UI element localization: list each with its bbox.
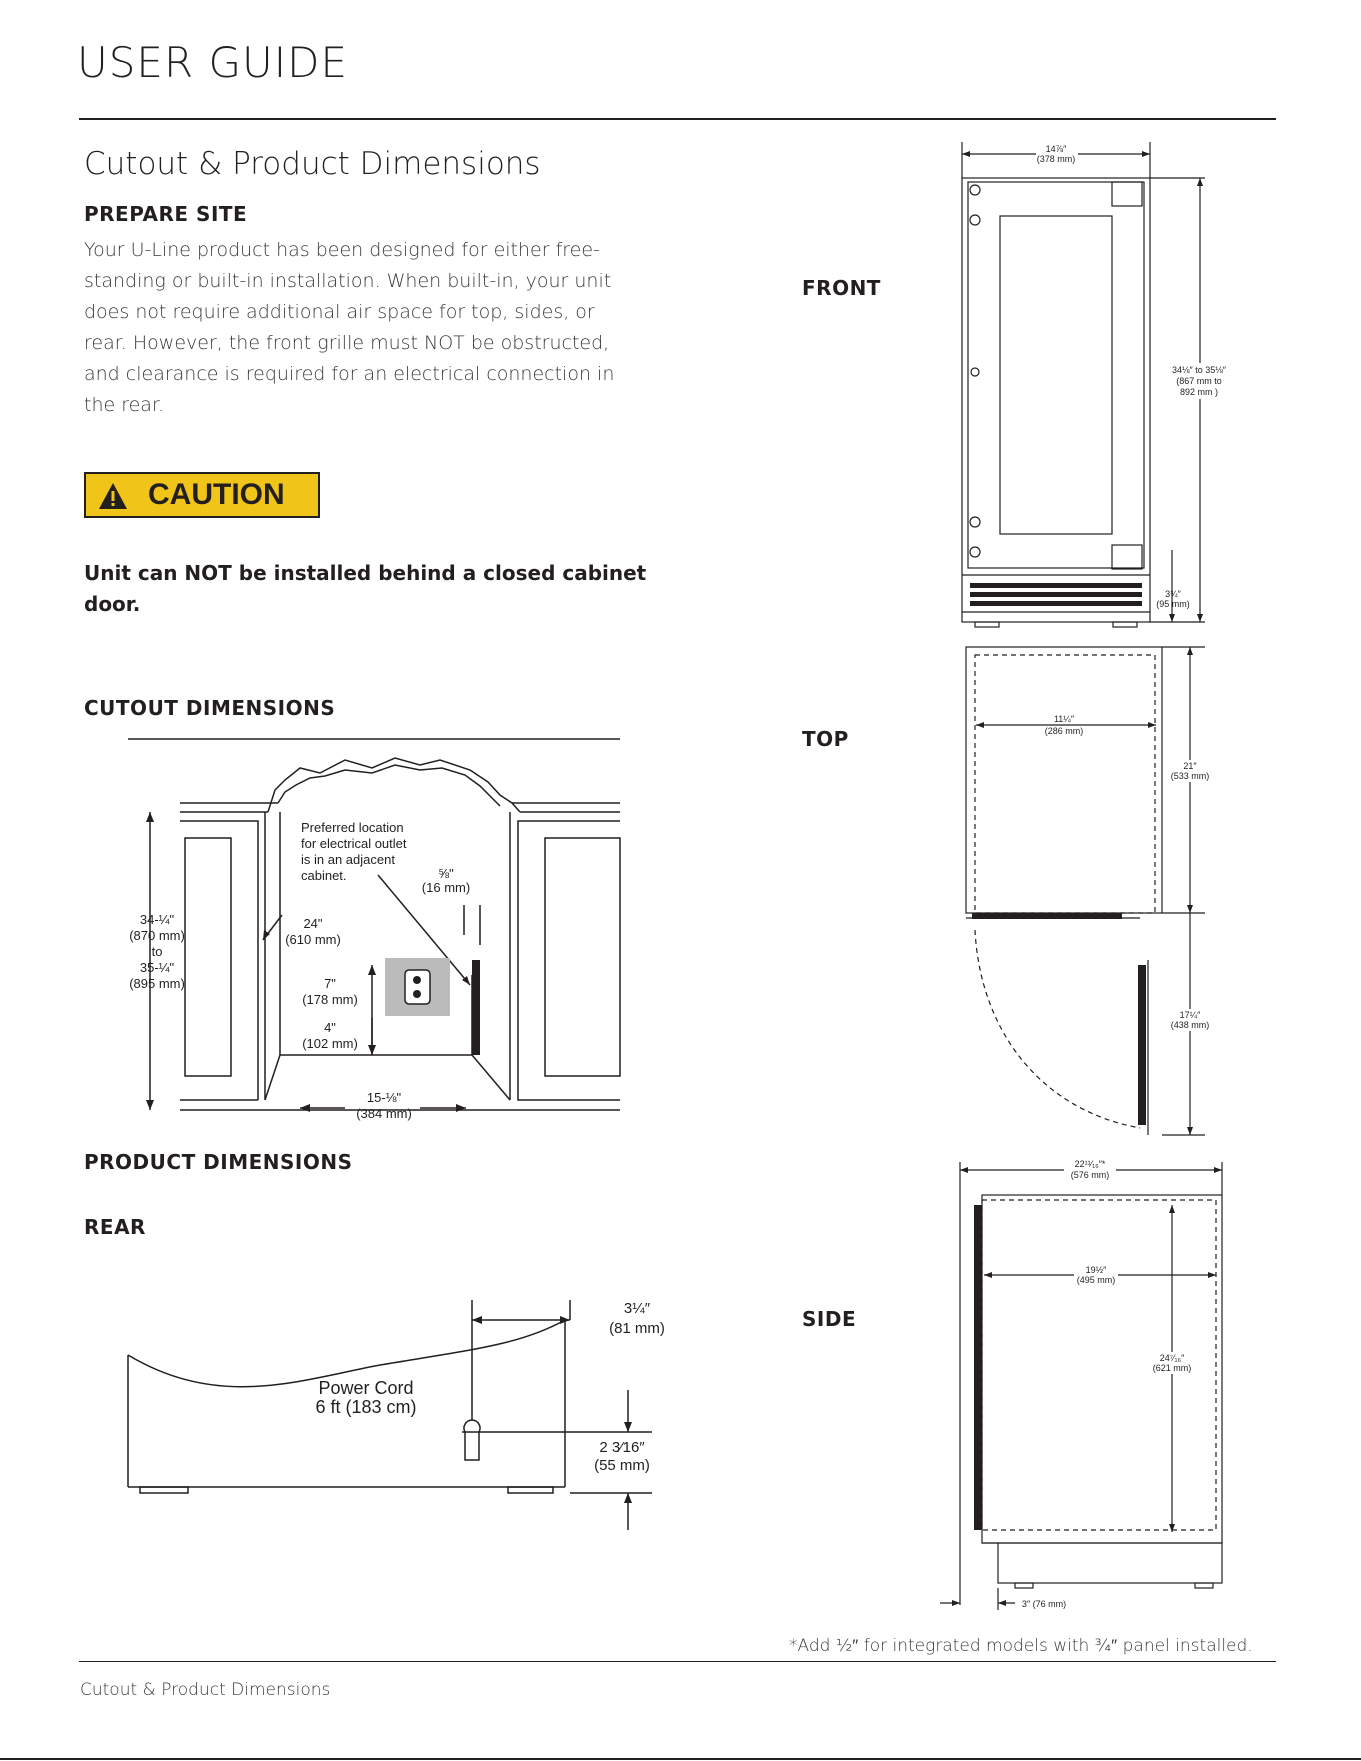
footer-divider xyxy=(79,1661,1276,1662)
cord-height-dim: 2 3⁄16″ xyxy=(599,1439,645,1456)
door-swing-dim-mm: (438 mm) xyxy=(1170,1020,1210,1030)
side-depth-dim: 22¹¹⁄₁₆″* xyxy=(1074,1159,1106,1169)
prepare-site-heading: PREPARE SITE xyxy=(84,202,248,226)
power-cord-length: 6 ft (183 cm) xyxy=(315,1397,417,1417)
footer-text: Cutout & Product Dimensions xyxy=(80,1680,331,1700)
height-dim-4: 35-¼" xyxy=(139,960,175,975)
outlet-note-line-3: is in an adjacent xyxy=(301,852,395,867)
top-heading: TOP xyxy=(802,727,849,751)
caution-warning-text: Unit can NOT be installed behind a closed cabinet door. xyxy=(84,561,647,616)
front-width-dim: 14⅞″ xyxy=(1045,144,1067,154)
side-height-dim: 24⁷⁄₁₆″ xyxy=(1159,1353,1185,1363)
height-dim-5: (895 mm) xyxy=(129,976,185,991)
side-heading: SIDE xyxy=(802,1307,857,1331)
front-width-dim-mm: (378 mm) xyxy=(1036,154,1076,164)
grille-height-dim-mm: (95 mm) xyxy=(1156,599,1190,609)
side-depth-dim-mm: (576 mm) xyxy=(1070,1170,1110,1180)
cutout-heading: CUTOUT DIMENSIONS xyxy=(84,696,336,720)
footnote: *Add ½″ for integrated models with ¾″ panel installed. xyxy=(789,1636,1253,1656)
rear-heading: REAR xyxy=(84,1215,146,1239)
outlet-note-line-2: for electrical outlet xyxy=(301,836,407,851)
width-dim: 15-⅛" xyxy=(366,1090,402,1105)
outlet-bottom-dim-mm: (102 mm) xyxy=(302,1036,358,1051)
page-header-title: USER GUIDE xyxy=(77,38,349,87)
page-bottom-rule xyxy=(0,1758,1361,1760)
cord-height-dim-mm: (55 mm) xyxy=(594,1457,650,1474)
prepare-site-paragraph: Your U-Line product has been designed for either free-standing or built-in installation. When built-in, your unit does not require additional air space for top, sides, or rear. However, the front grille must NOT be obstructed, and clearance is required for an electrical connection in the rear. xyxy=(84,239,615,416)
toe-kick-dim: 3″ (76 mm) xyxy=(1021,1599,1067,1609)
height-dim-1: 34-¼" xyxy=(139,912,175,927)
top-depth-dim: 21″ xyxy=(1183,761,1197,771)
height-dim-3: to xyxy=(151,944,163,959)
height-dim-2: (870 mm) xyxy=(129,928,185,943)
panel-dim: ⅝" xyxy=(438,866,454,881)
side-inner-depth-dim-mm: (495 mm) xyxy=(1076,1275,1116,1285)
rear-offset-dim: 3¼″ xyxy=(623,1300,651,1317)
power-cord-label: Power Cord xyxy=(318,1378,414,1398)
section-title: Cutout & Product Dimensions xyxy=(84,146,541,182)
rear-offset-dim-mm: (81 mm) xyxy=(609,1320,665,1337)
depth-dim: 24" xyxy=(303,916,323,931)
front-height-dim-mm: (867 mm to xyxy=(1176,376,1222,386)
product-dimensions-heading: PRODUCT DIMENSIONS xyxy=(84,1150,353,1174)
top-depth-dim-mm: (533 mm) xyxy=(1170,771,1210,781)
panel-dim-mm: (16 mm) xyxy=(421,880,471,895)
top-inner-width-dim-mm: (286 mm) xyxy=(1044,726,1084,736)
width-dim-mm: (384 mm) xyxy=(356,1106,412,1121)
side-inner-depth-dim: 19½″ xyxy=(1085,1265,1107,1275)
outlet-height-dim: 7" xyxy=(324,976,336,991)
front-heading: FRONT xyxy=(802,276,881,300)
caution-label: CAUTION xyxy=(148,478,285,511)
outlet-height-dim-mm: (178 mm) xyxy=(302,992,358,1007)
depth-dim-mm: (610 mm) xyxy=(285,932,341,947)
front-height-dim-mm-2: 892 mm ) xyxy=(1179,387,1219,397)
outlet-bottom-dim: 4" xyxy=(324,1020,336,1035)
grille-height-dim: 3¾″ xyxy=(1165,589,1181,599)
outlet-note-line-1: Preferred location xyxy=(301,820,404,835)
side-height-dim-mm: (621 mm) xyxy=(1152,1363,1192,1373)
outlet-note-line-4: cabinet. xyxy=(301,868,347,883)
top-inner-width-dim: 11¼″ xyxy=(1053,714,1075,724)
door-swing-dim: 17¼″ xyxy=(1179,1010,1201,1020)
front-height-dim: 34⅛″ to 35⅛″ xyxy=(1172,365,1226,375)
